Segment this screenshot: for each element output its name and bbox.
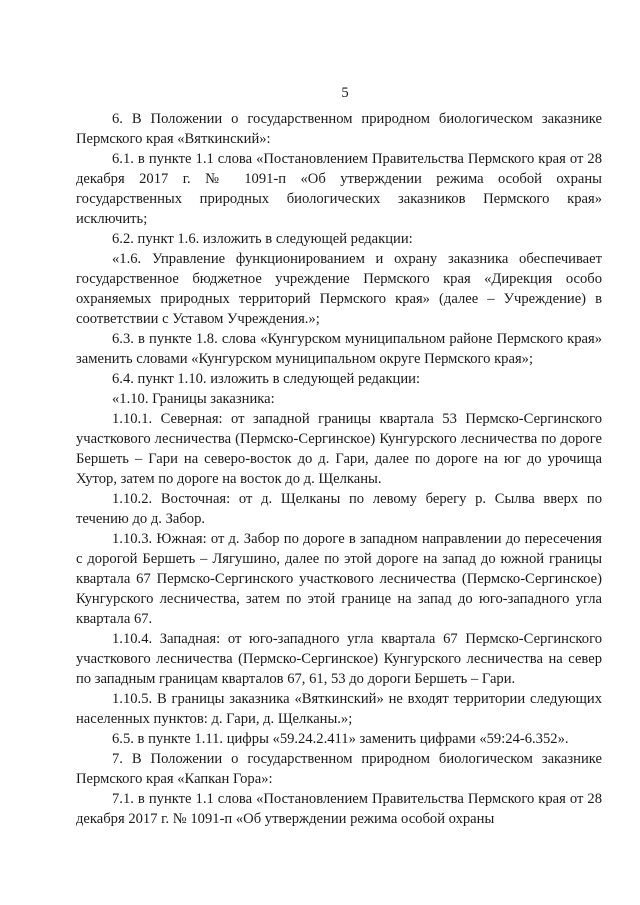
paragraph: 7.1. в пункте 1.1 слова «Постановлением Правительства Пермского края от 28 декабря 2017 г. № 1091-п «Об утверждении режима особой охраны <box>76 791 602 827</box>
paragraph: 6.1. в пункте 1.1 слова «Постановлением Правительства Пермского края от 28 декабря 2017 г. № 1091-п «Об утверждении режима особой охраны государственных природных биологических заказников Пермского края» исключить; <box>76 151 602 227</box>
paragraph: «1.6. Управление функционированием и охрану заказника обеспечивает государственное бюджетное учреждение Пермского края «Дирекция особо охраняемых природных территорий Пермского края» (далее – Учреждение) в соответствии с Уставом Учреждения.»; <box>76 251 602 327</box>
paragraph: «1.10. Границы заказника: <box>112 391 275 407</box>
paragraph: 1.10.2. Восточная: от д. Щелканы по левому берегу р. Сылва вверх по течению до д. Забор. <box>76 491 602 527</box>
paragraph: 1.10.3. Южная: от д. Забор по дороге в западном направлении до пересечения с дорогой Бершеть – Лягушино, далее по этой дороге на запад до южной границы квартала 67 Пермско-Сергинского участкового лесничества (Пермско-Сергинское) Кунгурского лесничества, затем по этой границе на запад до юго-западного угла квартала 67. <box>76 531 602 627</box>
document-body <box>76 109 602 829</box>
paragraph: 1.10.4. Западная: от юго-западного угла квартала 67 Пермско-Сергинского участкового лесничества (Пермско-Сергинское) Кунгурского лесничества на север по западным границам кварталов 67, 61, 53 до дороги Бершеть – Гари. <box>76 631 602 687</box>
page-number: 5 <box>341 85 349 101</box>
paragraph: 7. В Положении о государственном природном биологическом заказнике Пермского края «Капкан Гора»: <box>76 751 602 787</box>
paragraph: 6.2. пункт 1.6. изложить в следующей редакции: <box>112 231 413 247</box>
paragraph: 1.10.1. Северная: от западной границы квартала 53 Пермско-Сергинского участкового лесничества (Пермско-Сергинское) Кунгурского лесничества по дороге Бершеть – Гари на северо-восток до д. Гари, далее по дороге на юг до урочища Хутор, затем по дороге на восток до д. Щелканы. <box>76 411 602 487</box>
paragraph: 6.4. пункт 1.10. изложить в следующей редакции: <box>112 371 421 387</box>
paragraph: 6.3. в пункте 1.8. слова «Кунгурском муниципальном районе Пермского края» заменить словами «Кунгурском муниципальном округе Пермского края»; <box>76 331 602 367</box>
paragraph: 1.10.5. В границы заказника «Вяткинский» не входят территории следующих населенных пунктов: д. Гари, д. Щелканы.»; <box>76 691 602 727</box>
paragraph: 6.5. в пункте 1.11. цифры «59.24.2.411» заменить цифрами «59:24-6.352». <box>112 731 569 747</box>
paragraph: 6. В Положении о государственном природном биологическом заказнике Пермского края «Вяткинский»: <box>76 111 602 147</box>
